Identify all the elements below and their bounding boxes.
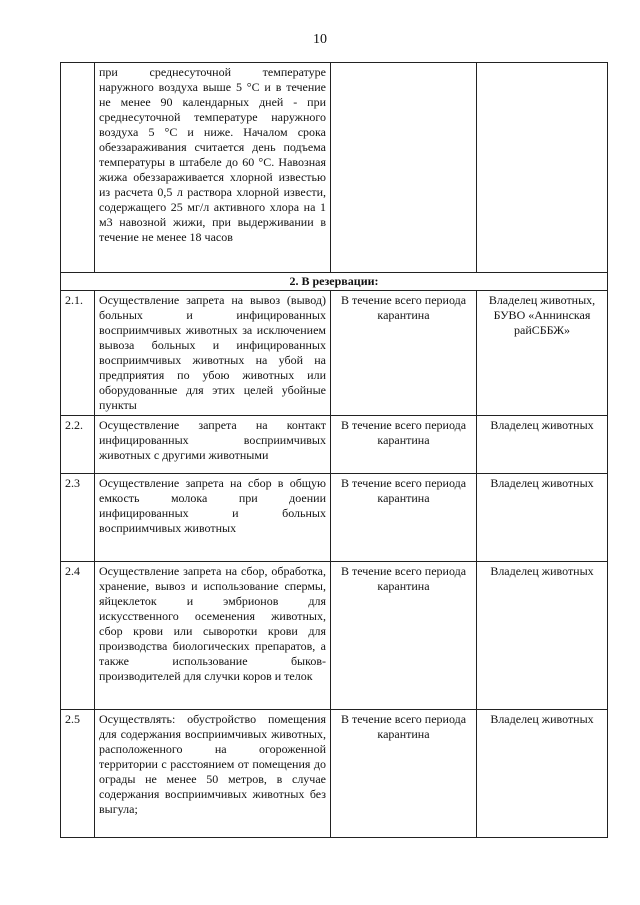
period-cell: В течение всего периода карантина — [331, 291, 477, 416]
table-row — [61, 562, 608, 710]
table-row — [61, 710, 608, 838]
responsible-cell — [477, 63, 608, 273]
measure-description: Осуществлять: обустройство помещения для содержания восприимчивых животных, расположенного на огороженной территории с расстоянием от помещения до ограды не менее 50 метров, в случае содержания восприимчивых животных без выгула; — [95, 710, 331, 838]
row-number: 2.4 — [61, 562, 95, 710]
row-number: 2.2. — [61, 416, 95, 474]
row-number: 2.3 — [61, 474, 95, 562]
period-cell: В течение всего периода карантина — [331, 562, 477, 710]
responsible-cell: Владелец животных — [477, 710, 608, 838]
row-number: 2.5 — [61, 710, 95, 838]
table-row — [61, 474, 608, 562]
measure-description: Осуществление запрета на вывоз (вывод) больных и инфицированных восприимчивых животных за исключением вывоза больных и инфицированных восприимчивых животных на убой на предприятия по убою животных или оборудованные для этих целей убойные пункты — [95, 291, 331, 416]
responsible-cell: Владелец животных — [477, 416, 608, 474]
table-row — [61, 416, 608, 474]
period-cell: В течение всего периода карантина — [331, 710, 477, 838]
measure-description: Осуществление запрета на контакт инфицированных восприимчивых животных с другими животными — [95, 416, 331, 474]
section-title: 2. В резервации: — [61, 273, 608, 291]
responsible-cell: Владелец животных, БУВО «Аннинская райСББЖ» — [477, 291, 608, 416]
row-number: 2.1. — [61, 291, 95, 416]
measure-description: Осуществление запрета на сбор, обработка, хранение, вывоз и использование спермы, яйцеклеток и эмбрионов для искусственного осеменения животных, сбор крови или сыворотки крови для производства биологических препаратов, а также использование быков-производителей для случки коров и телок — [95, 562, 331, 710]
table-row — [61, 291, 608, 416]
measure-description: при среднесуточной температуре наружного воздуха выше 5 °С и в течение не менее 90 календарных дней - при среднесуточной температуре наружного воздуха 5 °С и ниже. Началом срока обеззараживания считается день подъема температуры в штабеле до 60 °С. Навозная жижа обеззараживается хлорной известью из расчета 0,5 л раствора хлорной извести, содержащего 25 мг/л активного хлора на 1 м3 навозной жижи, при выдерживании в течение не менее 18 часов — [95, 63, 331, 273]
responsible-cell: Владелец животных — [477, 474, 608, 562]
row-number-cell — [61, 63, 95, 273]
responsible-cell: Владелец животных — [477, 562, 608, 710]
period-cell: В течение всего периода карантина — [331, 416, 477, 474]
measures-table — [60, 62, 608, 838]
table-row-continued — [61, 63, 608, 273]
period-cell: В течение всего периода карантина — [331, 474, 477, 562]
page-number: 10 — [313, 32, 327, 47]
section-header-row — [61, 273, 608, 291]
period-cell — [331, 63, 477, 273]
measure-description: Осуществление запрета на сбор в общую емкость молока при доении инфицированных и больных восприимчивых животных — [95, 474, 331, 562]
